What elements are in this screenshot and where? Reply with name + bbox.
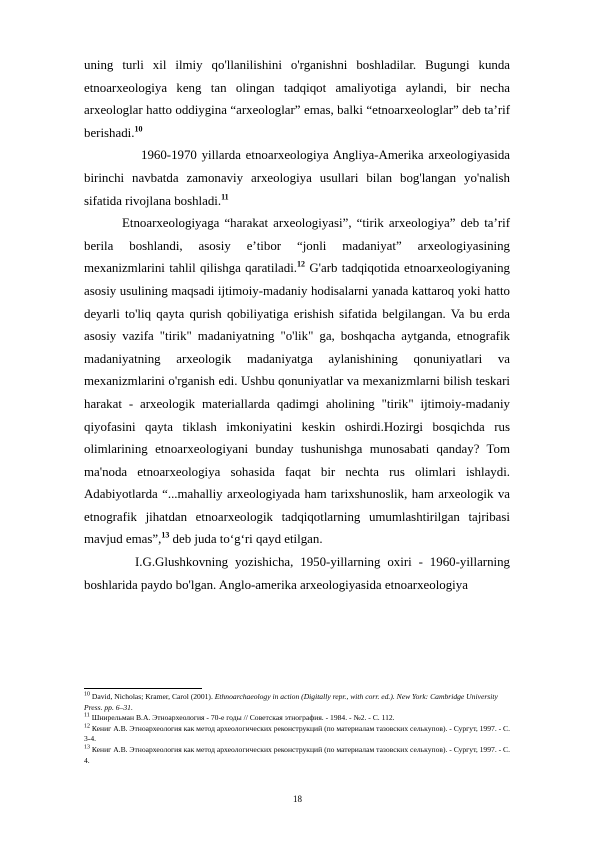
footnote-text: David, Nicholas; Kramer, Carol (2001). [91, 692, 215, 701]
paragraph-3 [84, 212, 510, 551]
footnote-ref-10[interactable]: 10 [134, 124, 143, 134]
footnote-separator [84, 688, 202, 689]
footnote-11 [84, 713, 510, 724]
footnote-13 [84, 745, 510, 766]
paragraph-4-text: I.G.Glushkovning yozishicha, 1950-yillarning oxiri - 1960-yillarning boshlarida paydo bo'lgan. Anglo-amerika arxeologiyasida etnoarxeologiya [84, 555, 510, 592]
footnote-ref-13[interactable]: 13 [161, 531, 170, 541]
paragraph-4 [84, 551, 510, 596]
footnote-ref-12[interactable]: 12 [297, 260, 306, 270]
footnote-italic-text: Ethnoarchaeology in action (Digitally repr., with corr. ed.). New York: Cambridge University Press. pp. 6–31. [84, 692, 498, 712]
paragraph-2-text: 1960-1970 yillarda etnoarxeologiya Angliya-Amerika arxeologiyasida birinchi navbatda zamonaviy arxeologiya usullari bilan bog'langan yo'nalish sifatida rivojlana boshladi. [84, 148, 510, 208]
page-number: 18 [293, 794, 302, 804]
paragraph-1-text: uning turli xil ilmiy qo'llanilishini o'rganishni boshladilar. Bugungi kunda etnoarxeologiya keng tan olingan tadqiqot amaliyotiga aylandi, bir necha arxeologlar hatto oddiygina “arxeologlar” emas, balki “etnoarxeologlar” deb taʼrif berishadi. [84, 58, 510, 140]
footnote-10 [84, 692, 510, 713]
footnotes [84, 692, 510, 766]
footnote-text: Кениг А.В. Этноархеология как метод археологических реконструкций (по материалам тазовских селькупов). - Сургут, 1997. - С. 3-4. [84, 723, 511, 744]
footnote-number: 11 [84, 712, 90, 719]
footnote-number: 10 [84, 691, 90, 698]
footnote-text: Шнирельман В.А. Этноархеология - 70-е годы // Советская этнография. - 1984. - №2. - С. 112. [91, 713, 395, 723]
footnote-text: Кениг А.В. Этноархеология как метод археологических реконструкций (по материалам тазовских селькупов). - Сургут, 1997. - С. 4. [84, 744, 511, 765]
footnote-ref-11[interactable]: 11 [221, 192, 229, 202]
paragraph-3-text-a: Etnoarxeologiyaga “harakat arxeologiyasi”, “tirik arxeologiya” deb taʼrif berila boshlandi, asosiy eʼtibor “jonli madaniyat” arxeologiyasining mexanizmlarini tahlil qilishga qaratiladi. [84, 216, 510, 276]
paragraph-3-text-c: deb juda toʻgʻri qayd etilgan. [169, 532, 323, 547]
footnote-number: 12 [84, 723, 90, 730]
paragraph-3-text-b: G'arb tadqiqotida etnoarxeologiyaning asosiy usulining maqsadi ijtimoiy-madaniy hodisalarni yanada kattaroq yoki hatto deyarli to'liq qayta qurish qobiliyatiga erishish sifatida belgilangan. Va bu erda asosiy vazifa "tirik" madaniyatning "o'lik" ga, boshqacha aytganda, etnografik madaniyatning arxeologik madaniyatga aylanishining qonuniyatlari va mexanizmlarini o'rganish edi. Ushbu qonuniyatlar va mexanizmlarni bilish teskari harakat - arxeologik materiallarda qadimgi aholining "tirik" ijtimoiy-madaniy qiyofasini qayta tiklash imkoniyatini keskin oshirdi.Hozirgi bosqichda rus olimlarining etnoarxeologiyani bunday tushunishga munosabati qanday? Tom ma'noda etnoarxeologiya sohasida faqat bir nechta rus olimlari ishlaydi. Adabiyotlarda “...mahalliy arxeologiyada ham tarixshunoslik, ham arxeologik va etnografik jihatdan etnoarxeologik tadqiqotlarning umumlashtirilgan tajribasi mavjud emas”, [84, 261, 510, 547]
footnote-12 [84, 724, 510, 745]
paragraph-2 [84, 144, 510, 212]
paragraph-1 [84, 54, 510, 144]
footnote-number: 13 [84, 744, 90, 751]
body-text [84, 54, 510, 596]
